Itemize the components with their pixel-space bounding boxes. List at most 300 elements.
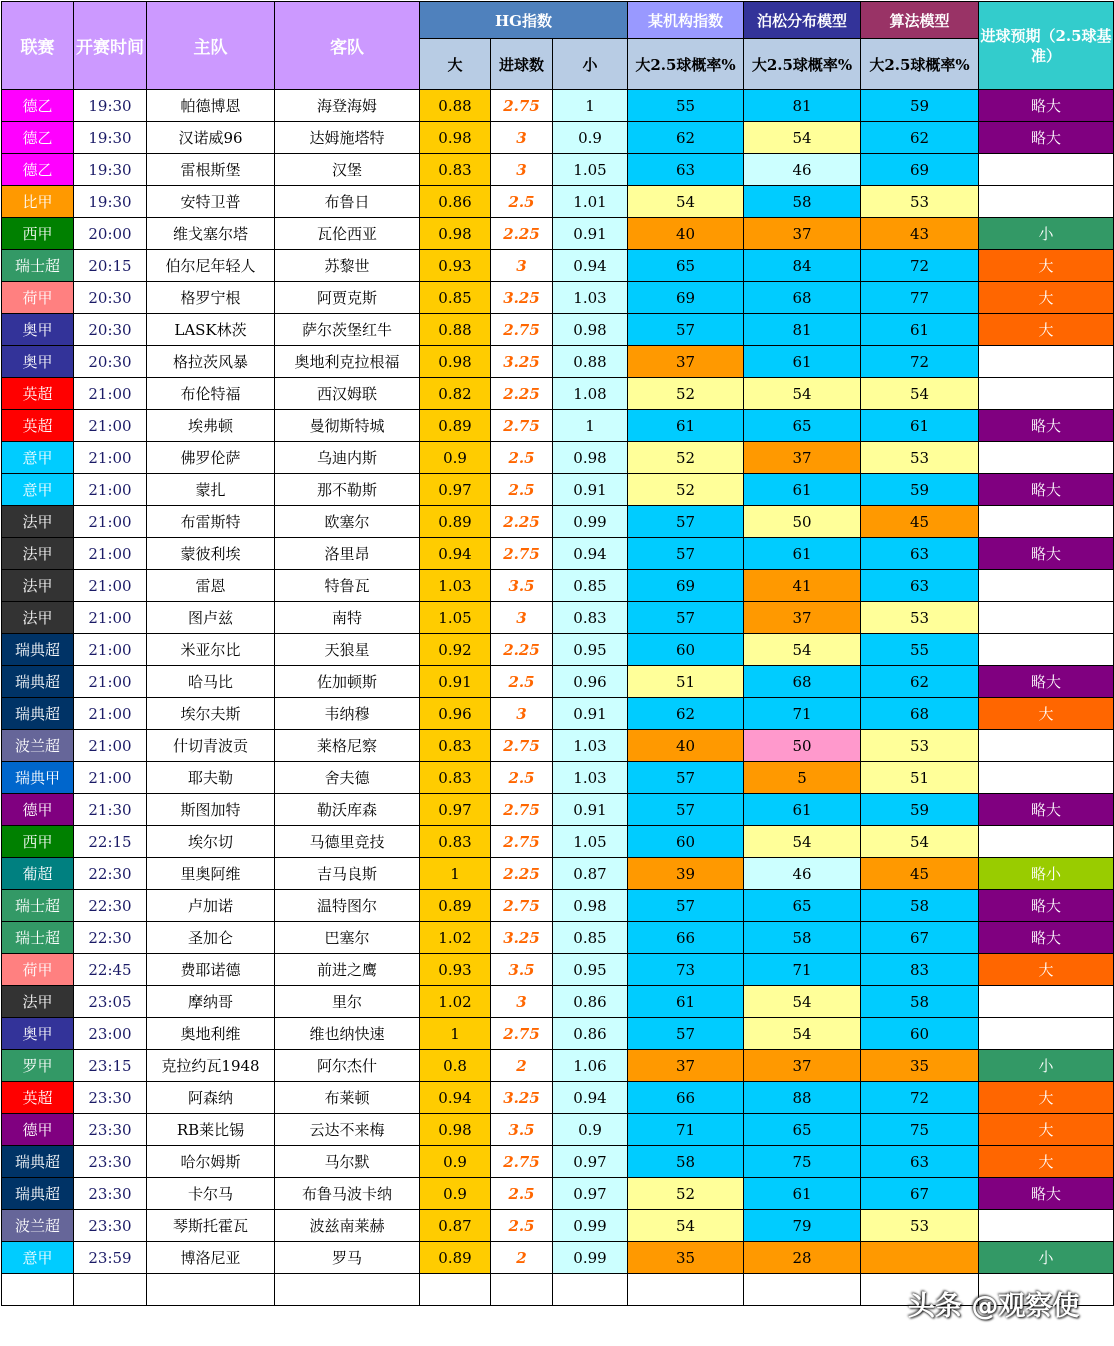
goal-expectation (979, 378, 1114, 410)
goal-expectation: 大 (979, 954, 1114, 986)
poisson-prob: 58 (744, 922, 861, 954)
over-odds: 0.8 (420, 1050, 491, 1082)
under-odds: 0.87 (553, 858, 628, 890)
algo-prob: 68 (861, 698, 979, 730)
league-cell: 法甲 (2, 506, 74, 538)
poisson-prob: 81 (744, 90, 861, 122)
under-odds: 0.99 (553, 1242, 628, 1274)
over-odds: 0.94 (420, 1082, 491, 1114)
watermark: 头条 @观察使 (908, 1291, 1080, 1322)
home-team: 卢加诺 (147, 890, 275, 922)
table-row (2, 314, 1114, 346)
away-team: 勒沃库森 (275, 794, 420, 826)
over-odds: 1.05 (420, 602, 491, 634)
algo-prob: 72 (861, 346, 979, 378)
home-team: 里奥阿维 (147, 858, 275, 890)
goal-line: 2.75 (491, 90, 553, 122)
poisson-prob: 54 (744, 826, 861, 858)
empty-cell (491, 1274, 553, 1306)
kickoff-time: 23:30 (74, 1178, 147, 1210)
algo-prob: 35 (861, 1050, 979, 1082)
away-team: 马尔默 (275, 1146, 420, 1178)
table-row (2, 1050, 1114, 1082)
agency-prob: 52 (628, 378, 744, 410)
empty-cell (275, 1274, 420, 1306)
table-row (2, 570, 1114, 602)
under-odds: 1.05 (553, 154, 628, 186)
table-row (2, 538, 1114, 570)
algo-prob: 58 (861, 890, 979, 922)
table-row (2, 218, 1114, 250)
goal-expectation: 略大 (979, 890, 1114, 922)
away-team: 特鲁瓦 (275, 570, 420, 602)
goal-line: 2.75 (491, 538, 553, 570)
over-odds: 1 (420, 858, 491, 890)
over-odds: 0.9 (420, 1178, 491, 1210)
algo-prob: 55 (861, 634, 979, 666)
goal-line: 2.25 (491, 858, 553, 890)
goal-line: 2.75 (491, 826, 553, 858)
poisson-prob: 75 (744, 1146, 861, 1178)
league-cell: 奥甲 (2, 314, 74, 346)
algo-prob: 63 (861, 570, 979, 602)
algo-prob: 45 (861, 506, 979, 538)
goal-line: 2.25 (491, 378, 553, 410)
league-cell: 法甲 (2, 986, 74, 1018)
away-team: 马德里竞技 (275, 826, 420, 858)
away-team: 布鲁日 (275, 186, 420, 218)
under-odds: 0.9 (553, 122, 628, 154)
agency-prob: 37 (628, 1050, 744, 1082)
poisson-prob: 58 (744, 186, 861, 218)
poisson-prob: 5 (744, 762, 861, 794)
under-odds: 0.83 (553, 602, 628, 634)
poisson-prob: 37 (744, 218, 861, 250)
over-odds: 0.96 (420, 698, 491, 730)
away-team: 前进之鹰 (275, 954, 420, 986)
kickoff-time: 21:00 (74, 506, 147, 538)
league-cell: 法甲 (2, 570, 74, 602)
goal-expectation (979, 730, 1114, 762)
goal-expectation: 大 (979, 1114, 1114, 1146)
kickoff-time: 20:30 (74, 346, 147, 378)
away-team: 舍夫德 (275, 762, 420, 794)
league-cell: 西甲 (2, 826, 74, 858)
poisson-prob: 37 (744, 1050, 861, 1082)
away-team: 天狼星 (275, 634, 420, 666)
kickoff-time: 19:30 (74, 154, 147, 186)
kickoff-time: 22:30 (74, 890, 147, 922)
algo-prob: 62 (861, 122, 979, 154)
league-cell: 瑞典超 (2, 1146, 74, 1178)
home-team: 什切青波贡 (147, 730, 275, 762)
home-team: 卡尔马 (147, 1178, 275, 1210)
over-odds: 0.89 (420, 890, 491, 922)
table-row (2, 122, 1114, 154)
agency-prob: 58 (628, 1146, 744, 1178)
poisson-prob: 54 (744, 986, 861, 1018)
agency-prob: 65 (628, 250, 744, 282)
kickoff-time: 21:30 (74, 794, 147, 826)
goal-line: 2.25 (491, 506, 553, 538)
under-odds: 0.86 (553, 986, 628, 1018)
goal-line: 2.5 (491, 1210, 553, 1242)
league-cell: 葡超 (2, 858, 74, 890)
poisson-prob: 54 (744, 378, 861, 410)
home-team: 安特卫普 (147, 186, 275, 218)
poisson-prob: 65 (744, 410, 861, 442)
away-team: 温特图尔 (275, 890, 420, 922)
kickoff-time: 21:00 (74, 762, 147, 794)
league-cell: 意甲 (2, 1242, 74, 1274)
away-team: 阿贾克斯 (275, 282, 420, 314)
goal-line: 3 (491, 986, 553, 1018)
goal-expectation: 略大 (979, 122, 1114, 154)
agency-prob: 37 (628, 346, 744, 378)
poisson-prob: 46 (744, 154, 861, 186)
poisson-prob: 61 (744, 346, 861, 378)
agency-prob: 57 (628, 794, 744, 826)
goal-line: 2.75 (491, 1146, 553, 1178)
goal-expectation: 大 (979, 698, 1114, 730)
over-odds: 1.02 (420, 922, 491, 954)
agency-prob: 57 (628, 506, 744, 538)
over-odds: 0.93 (420, 250, 491, 282)
home-team: 格罗宁根 (147, 282, 275, 314)
table-row (2, 634, 1114, 666)
over-odds: 0.89 (420, 1242, 491, 1274)
header-poisson-model: 泊松分布模型 (744, 2, 861, 39)
kickoff-time: 21:00 (74, 538, 147, 570)
home-team: 费耶诺德 (147, 954, 275, 986)
algo-prob: 63 (861, 538, 979, 570)
goal-expectation: 略大 (979, 90, 1114, 122)
agency-prob: 57 (628, 538, 744, 570)
league-cell: 德乙 (2, 90, 74, 122)
away-team: 瓦伦西亚 (275, 218, 420, 250)
under-odds: 0.94 (553, 538, 628, 570)
algo-prob: 53 (861, 730, 979, 762)
under-odds: 1.08 (553, 378, 628, 410)
agency-prob: 51 (628, 666, 744, 698)
algo-prob: 43 (861, 218, 979, 250)
header-algo-prob: 大2.5球概率% (861, 39, 979, 90)
under-odds: 0.86 (553, 1018, 628, 1050)
kickoff-time: 19:30 (74, 122, 147, 154)
away-team: 西汉姆联 (275, 378, 420, 410)
agency-prob: 40 (628, 730, 744, 762)
over-odds: 0.83 (420, 730, 491, 762)
under-odds: 0.99 (553, 1210, 628, 1242)
algo-prob: 53 (861, 186, 979, 218)
poisson-prob: 65 (744, 890, 861, 922)
poisson-prob: 68 (744, 282, 861, 314)
goal-line: 2.75 (491, 314, 553, 346)
poisson-prob: 88 (744, 1082, 861, 1114)
home-team: 哈尔姆斯 (147, 1146, 275, 1178)
goal-expectation (979, 1018, 1114, 1050)
table-row (2, 986, 1114, 1018)
under-odds: 0.88 (553, 346, 628, 378)
away-team: 巴塞尔 (275, 922, 420, 954)
goal-expectation: 略大 (979, 666, 1114, 698)
away-team: 莱格尼察 (275, 730, 420, 762)
under-odds: 1.03 (553, 730, 628, 762)
goal-line: 3 (491, 122, 553, 154)
league-cell: 德甲 (2, 794, 74, 826)
under-odds: 0.98 (553, 314, 628, 346)
under-odds: 0.97 (553, 1178, 628, 1210)
league-cell: 德甲 (2, 1114, 74, 1146)
over-odds: 0.98 (420, 346, 491, 378)
goal-expectation: 略大 (979, 538, 1114, 570)
table-row (2, 1082, 1114, 1114)
home-team: 博洛尼亚 (147, 1242, 275, 1274)
header-under: 小 (553, 39, 628, 90)
poisson-prob: 54 (744, 1018, 861, 1050)
kickoff-time: 21:00 (74, 442, 147, 474)
over-odds: 0.98 (420, 218, 491, 250)
league-cell: 奥甲 (2, 346, 74, 378)
agency-prob: 57 (628, 1018, 744, 1050)
header-goals: 进球数 (491, 39, 553, 90)
table-row (2, 1178, 1114, 1210)
over-odds: 0.97 (420, 794, 491, 826)
algo-prob: 72 (861, 1082, 979, 1114)
league-cell: 瑞典超 (2, 698, 74, 730)
goal-expectation (979, 1210, 1114, 1242)
kickoff-time: 23:30 (74, 1146, 147, 1178)
away-team: 达姆施塔特 (275, 122, 420, 154)
goal-line: 2.5 (491, 474, 553, 506)
table-row (2, 1242, 1114, 1274)
poisson-prob: 50 (744, 730, 861, 762)
league-cell: 法甲 (2, 538, 74, 570)
header-hg-index: HG指数 (420, 2, 628, 39)
over-odds: 0.97 (420, 474, 491, 506)
goal-line: 3.5 (491, 1114, 553, 1146)
league-cell: 瑞典超 (2, 634, 74, 666)
goal-expectation: 小 (979, 1050, 1114, 1082)
league-cell: 瑞士超 (2, 250, 74, 282)
table-row (2, 186, 1114, 218)
goal-expectation: 略大 (979, 922, 1114, 954)
league-cell: 英超 (2, 378, 74, 410)
home-team: 维戈塞尔塔 (147, 218, 275, 250)
league-cell: 西甲 (2, 218, 74, 250)
home-team: 斯图加特 (147, 794, 275, 826)
table-row (2, 602, 1114, 634)
table-row (2, 698, 1114, 730)
under-odds: 0.91 (553, 218, 628, 250)
poisson-prob: 46 (744, 858, 861, 890)
kickoff-time: 23:00 (74, 1018, 147, 1050)
agency-prob: 57 (628, 890, 744, 922)
home-team: LASK林茨 (147, 314, 275, 346)
agency-prob: 63 (628, 154, 744, 186)
agency-prob: 69 (628, 570, 744, 602)
over-odds: 0.92 (420, 634, 491, 666)
poisson-prob: 84 (744, 250, 861, 282)
league-cell: 英超 (2, 1082, 74, 1114)
goal-line: 2.75 (491, 1018, 553, 1050)
table-row (2, 762, 1114, 794)
under-odds: 1.01 (553, 186, 628, 218)
agency-prob: 60 (628, 634, 744, 666)
over-odds: 0.98 (420, 1114, 491, 1146)
goal-line: 3 (491, 602, 553, 634)
agency-prob: 60 (628, 826, 744, 858)
kickoff-time: 21:00 (74, 410, 147, 442)
header-agency-prob: 大2.5球概率% (628, 39, 744, 90)
goal-expectation: 小 (979, 218, 1114, 250)
header-away: 客队 (275, 2, 420, 90)
goal-expectation (979, 506, 1114, 538)
away-team: 苏黎世 (275, 250, 420, 282)
kickoff-time: 21:00 (74, 378, 147, 410)
league-cell: 瑞典超 (2, 1178, 74, 1210)
empty-cell (553, 1274, 628, 1306)
away-team: 佐加顿斯 (275, 666, 420, 698)
agency-prob: 54 (628, 186, 744, 218)
goal-expectation: 略大 (979, 794, 1114, 826)
algo-prob: 45 (861, 858, 979, 890)
kickoff-time: 19:30 (74, 90, 147, 122)
algo-prob (861, 1242, 979, 1274)
agency-prob: 62 (628, 122, 744, 154)
away-team: 海登海姆 (275, 90, 420, 122)
kickoff-time: 21:00 (74, 730, 147, 762)
under-odds: 0.91 (553, 474, 628, 506)
over-odds: 0.88 (420, 90, 491, 122)
home-team: 伯尔尼年轻人 (147, 250, 275, 282)
algo-prob: 58 (861, 986, 979, 1018)
goal-expectation (979, 826, 1114, 858)
home-team: 埃弗顿 (147, 410, 275, 442)
away-team: 南特 (275, 602, 420, 634)
under-odds: 0.91 (553, 794, 628, 826)
home-team: 琴斯托霍瓦 (147, 1210, 275, 1242)
table-row (2, 378, 1114, 410)
goal-expectation (979, 346, 1114, 378)
prediction-table (1, 1, 1114, 1306)
algo-prob: 72 (861, 250, 979, 282)
goal-expectation (979, 154, 1114, 186)
goal-line: 2.25 (491, 634, 553, 666)
algo-prob: 62 (861, 666, 979, 698)
home-team: 阿森纳 (147, 1082, 275, 1114)
algo-prob: 53 (861, 442, 979, 474)
agency-prob: 54 (628, 1210, 744, 1242)
kickoff-time: 22:15 (74, 826, 147, 858)
agency-prob: 55 (628, 90, 744, 122)
over-odds: 0.87 (420, 1210, 491, 1242)
goal-line: 3 (491, 154, 553, 186)
over-odds: 0.83 (420, 826, 491, 858)
kickoff-time: 21:00 (74, 666, 147, 698)
league-cell: 荷甲 (2, 282, 74, 314)
league-cell: 瑞典超 (2, 666, 74, 698)
goal-expectation: 略小 (979, 858, 1114, 890)
table-row (2, 1146, 1114, 1178)
under-odds: 0.85 (553, 570, 628, 602)
over-odds: 0.89 (420, 506, 491, 538)
empty-cell (420, 1274, 491, 1306)
away-team: 那不勒斯 (275, 474, 420, 506)
agency-prob: 40 (628, 218, 744, 250)
goal-expectation: 略大 (979, 410, 1114, 442)
header-time: 开赛时间 (74, 2, 147, 90)
agency-prob: 39 (628, 858, 744, 890)
away-team: 吉马良斯 (275, 858, 420, 890)
agency-prob: 57 (628, 314, 744, 346)
header-goal-expectation: 进球预期（2.5球基准） (979, 2, 1114, 90)
goal-line: 3.25 (491, 922, 553, 954)
under-odds: 1.03 (553, 282, 628, 314)
empty-cell (147, 1274, 275, 1306)
agency-prob: 61 (628, 410, 744, 442)
home-team: 圣加仑 (147, 922, 275, 954)
kickoff-time: 20:00 (74, 218, 147, 250)
home-team: 埃尔切 (147, 826, 275, 858)
league-cell: 波兰超 (2, 1210, 74, 1242)
goal-line: 2.5 (491, 186, 553, 218)
header-over: 大 (420, 39, 491, 90)
goal-line: 2.5 (491, 1178, 553, 1210)
algo-prob: 61 (861, 314, 979, 346)
table-row (2, 794, 1114, 826)
away-team: 里尔 (275, 986, 420, 1018)
over-odds: 0.98 (420, 122, 491, 154)
away-team: 韦纳穆 (275, 698, 420, 730)
goal-expectation: 略大 (979, 1178, 1114, 1210)
agency-prob: 73 (628, 954, 744, 986)
under-odds: 1.03 (553, 762, 628, 794)
poisson-prob: 50 (744, 506, 861, 538)
goal-line: 2.5 (491, 666, 553, 698)
kickoff-time: 23:30 (74, 1082, 147, 1114)
kickoff-time: 23:30 (74, 1114, 147, 1146)
poisson-prob: 61 (744, 794, 861, 826)
home-team: 蒙扎 (147, 474, 275, 506)
home-team: 雷根斯堡 (147, 154, 275, 186)
kickoff-time: 20:30 (74, 282, 147, 314)
goal-expectation (979, 762, 1114, 794)
empty-cell (74, 1274, 147, 1306)
home-team: 格拉茨风暴 (147, 346, 275, 378)
table-row (2, 954, 1114, 986)
poisson-prob: 54 (744, 634, 861, 666)
goal-expectation: 略大 (979, 474, 1114, 506)
over-odds: 1.02 (420, 986, 491, 1018)
goal-line: 2.75 (491, 890, 553, 922)
away-team: 奥地利克拉根福 (275, 346, 420, 378)
goal-expectation: 大 (979, 250, 1114, 282)
table-row (2, 90, 1114, 122)
goal-expectation (979, 186, 1114, 218)
goal-line: 2.75 (491, 410, 553, 442)
away-team: 汉堡 (275, 154, 420, 186)
goal-line: 2.75 (491, 794, 553, 826)
algo-prob: 61 (861, 410, 979, 442)
kickoff-time: 22:30 (74, 922, 147, 954)
league-cell: 罗甲 (2, 1050, 74, 1082)
table-row (2, 1114, 1114, 1146)
poisson-prob: 37 (744, 602, 861, 634)
home-team: 蒙彼利埃 (147, 538, 275, 570)
over-odds: 0.85 (420, 282, 491, 314)
table-row (2, 826, 1114, 858)
